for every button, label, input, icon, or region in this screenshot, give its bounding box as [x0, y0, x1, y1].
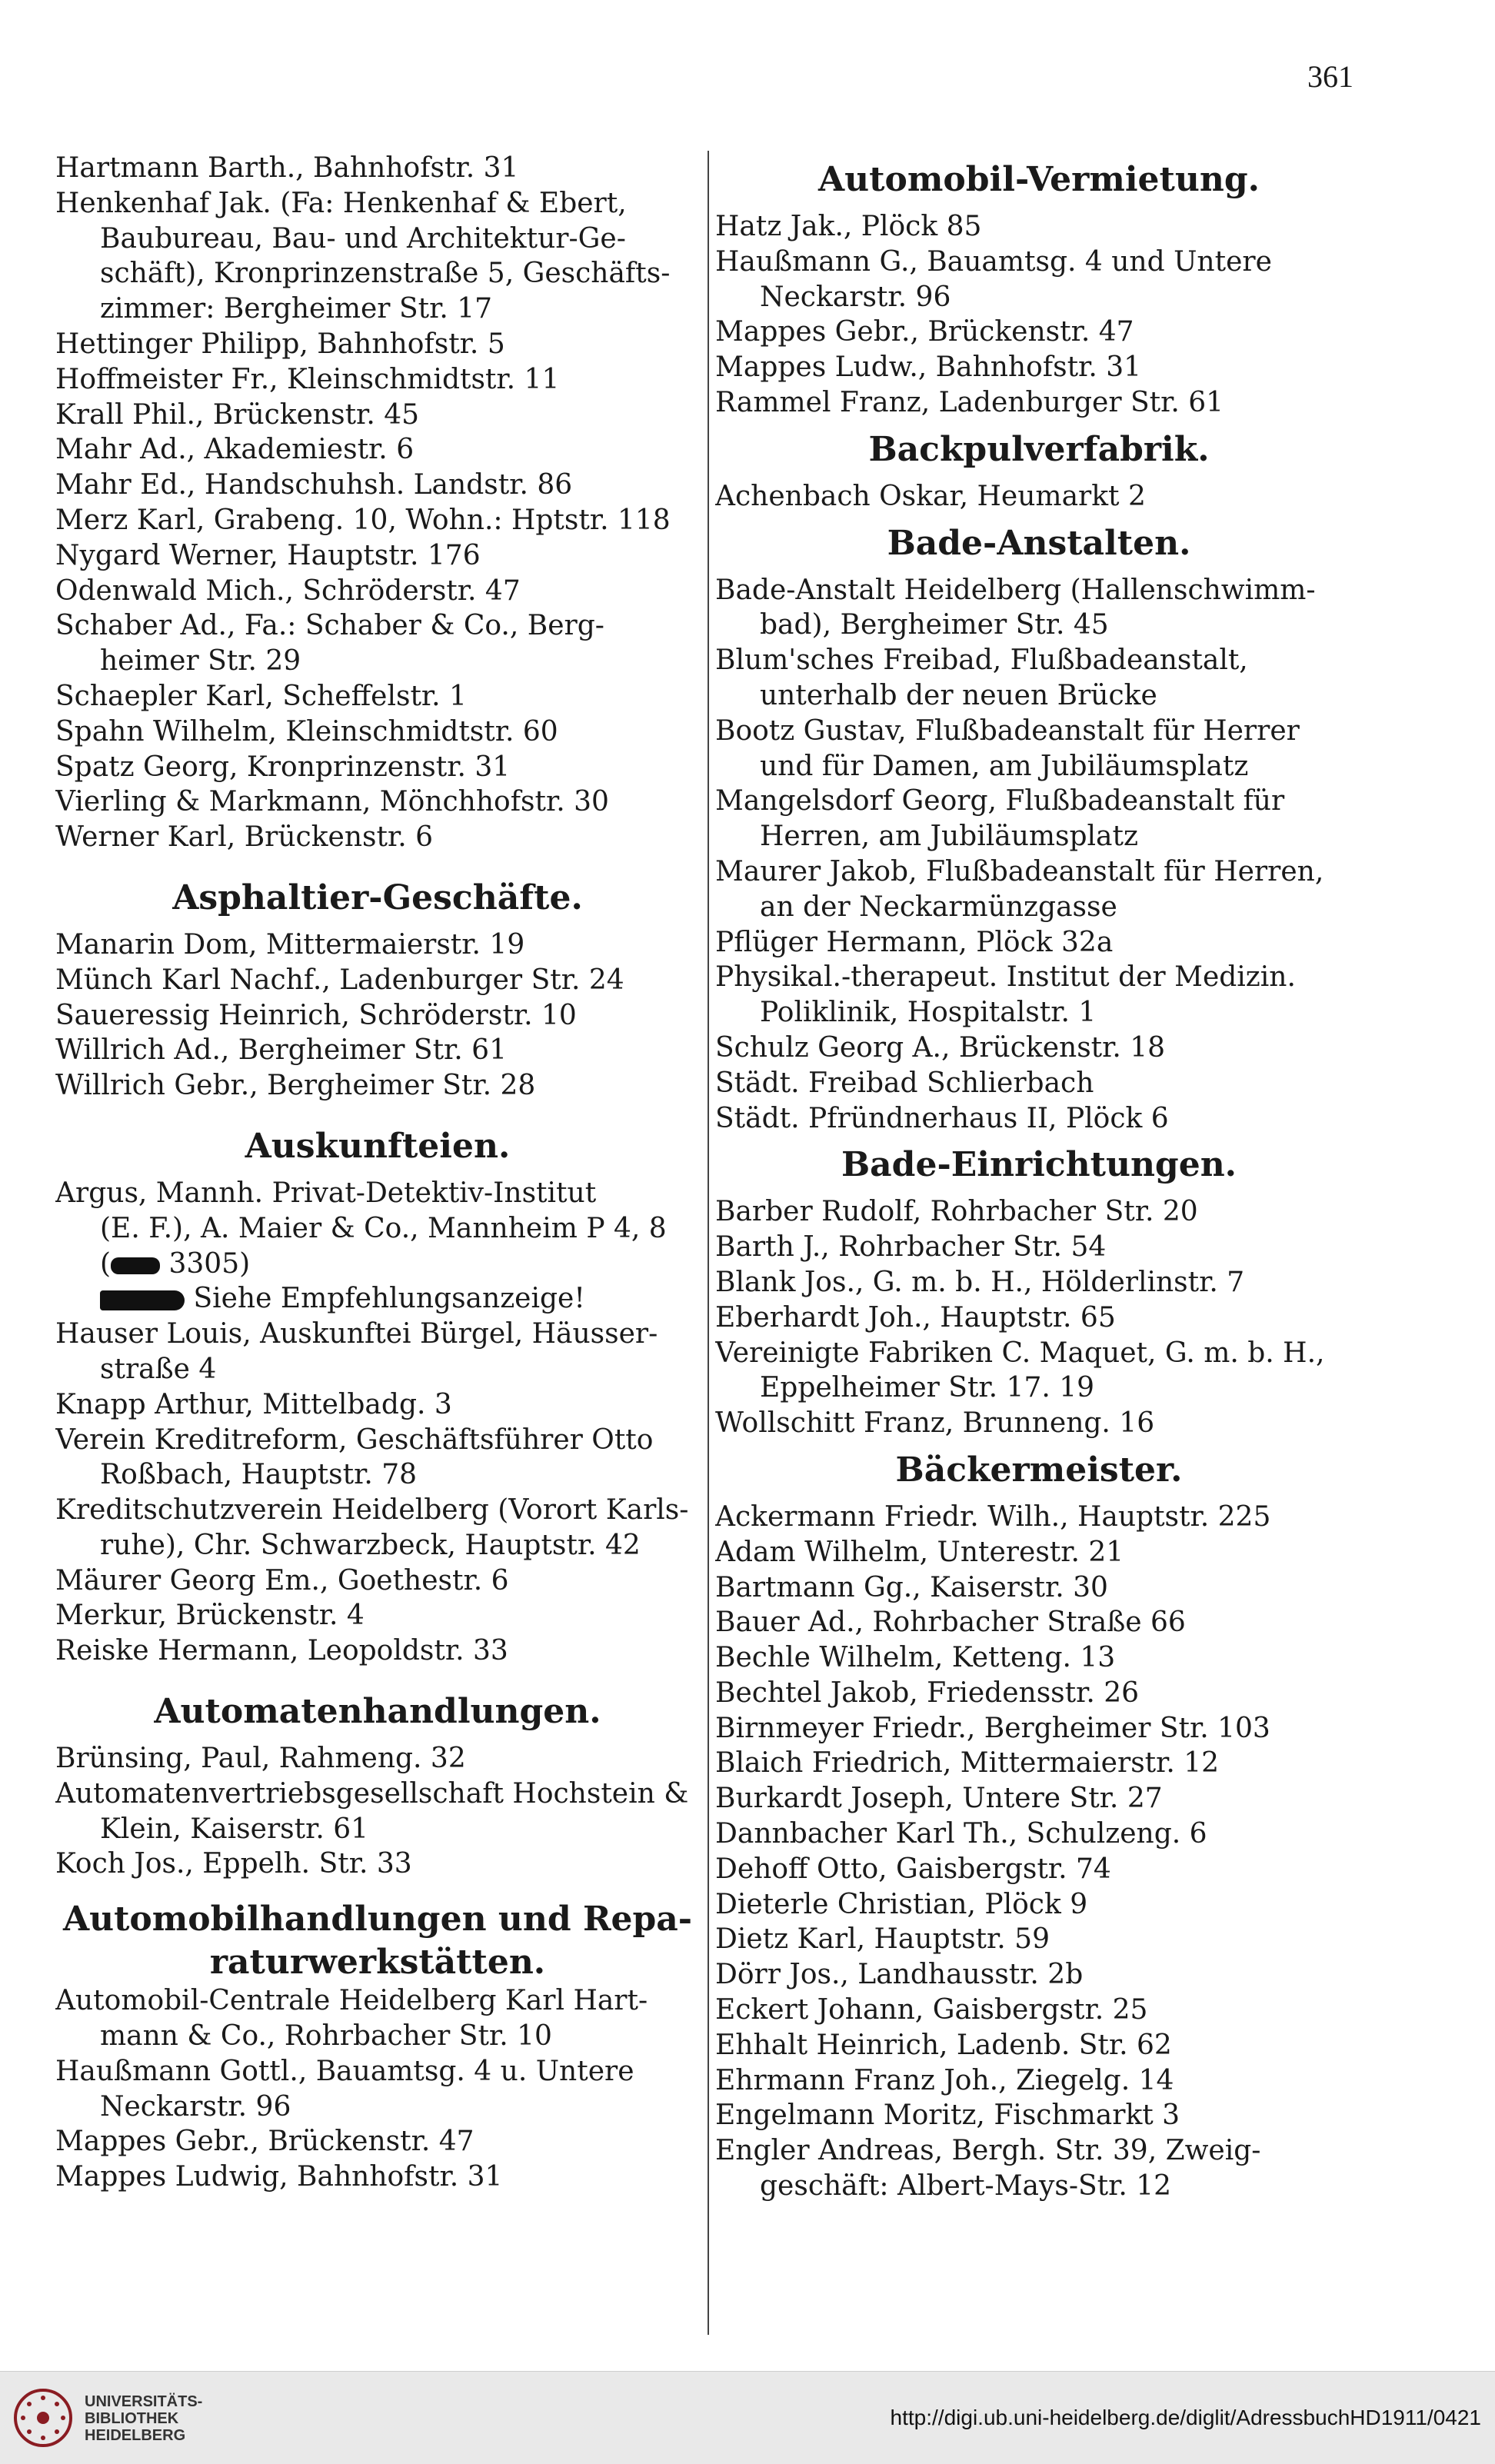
directory-entry: Mappes Gebr., Brückenstr. 47	[55, 2126, 474, 2158]
university-library-logo-icon	[12, 2387, 74, 2449]
directory-entry: Koch Jos., Eppelh. Str. 33	[55, 1848, 412, 1880]
entry-continuation: geschäft: Albert-Mays-Str. 12	[760, 2170, 1172, 2203]
entry-continuation: Baubureau, Bau- und Architektur-Ge-	[100, 222, 626, 255]
directory-entry: Bartmann Gg., Kaiserstr. 30	[715, 1571, 1108, 1603]
paren-open: (	[100, 1247, 112, 1280]
entry-argus-cont: (E. F.), A. Maier & Co., Mannheim P 4, 8	[100, 1212, 667, 1244]
entries-block	[55, 1983, 700, 2195]
directory-entry: Vierling & Markmann, Mönchhofstr. 30	[55, 786, 609, 818]
directory-entry: Mahr Ad., Akademiestr. 6	[55, 434, 415, 466]
directory-entry: Mappes Ludwig, Bahnhofstr. 31	[55, 2161, 503, 2193]
directory-entry: Dietz Karl, Hauptstr. 59	[715, 1923, 1050, 1956]
directory-entry: Werner Karl, Brückenstr. 6	[55, 821, 433, 854]
directory-entry: Engler Andreas, Bergh. Str. 39, Zweig-	[715, 2135, 1261, 2167]
directory-entry: Knapp Arthur, Mittelbadg. 3	[55, 1388, 452, 1420]
entry-continuation: straße 4	[100, 1353, 217, 1385]
entries-block	[55, 1317, 700, 1669]
directory-entry: Spatz Georg, Kronprinzenstr. 31	[55, 751, 511, 783]
directory-entry: Dörr Jos., Landhausstr. 2b	[715, 1959, 1084, 1991]
directory-entry: Achenbach Oskar, Heumarkt 2	[715, 480, 1146, 512]
directory-entry: Burkardt Joseph, Untere Str. 27	[715, 1783, 1163, 1815]
entry-continuation: und für Damen, am Jubiläumsplatz	[760, 750, 1249, 782]
entry-argus: Argus, Mannh. Privat-Detektiv-Institut	[55, 1177, 597, 1209]
entries-block	[55, 1741, 700, 1882]
column-divider	[708, 151, 709, 2335]
directory-entry: Willrich Ad., Bergheimer Str. 61	[55, 1034, 507, 1067]
directory-entry: Henkenhaf Jak. (Fa: Henkenhaf & Ebert,	[55, 187, 627, 219]
directory-entry: Physikal.-therapeut. Institut der Medizin.	[715, 961, 1296, 994]
section-heading-asphaltier: Asphaltier-Geschäfte.	[172, 877, 583, 917]
entries-block	[715, 1194, 1363, 1441]
entries-block	[715, 209, 1363, 421]
section-heading-badeanstalten: Bade-Anstalten.	[887, 523, 1191, 563]
directory-entry: Blaich Friedrich, Mittermaierstr. 12	[715, 1747, 1220, 1780]
entry-continuation: zimmer: Bergheimer Str. 17	[100, 293, 493, 325]
directory-entry: Maurer Jakob, Flußbadeanstalt für Herren,	[715, 855, 1324, 887]
entry-continuation: ruhe), Chr. Schwarzbeck, Hauptstr. 42	[100, 1529, 641, 1561]
entry-continuation: heimer Str. 29	[100, 645, 301, 678]
entry-continuation: Poliklinik, Hospitalstr. 1	[760, 997, 1097, 1029]
directory-entry: Odenwald Mich., Schröderstr. 47	[55, 574, 521, 607]
directory-entry: Wollschitt Franz, Brunneng. 16	[715, 1407, 1155, 1440]
directory-entry: Hettinger Philipp, Bahnhofstr. 5	[55, 328, 505, 360]
directory-entry: Hauser Louis, Auskunftei Bürgel, Häusser-	[55, 1318, 658, 1350]
directory-entry: Willrich Gebr., Bergheimer Str. 28	[55, 1070, 536, 1102]
source-url-link[interactable]: http://digi.ub.uni-heidelberg.de/diglit/AdressbuchHD1911/0421	[890, 2406, 1481, 2429]
section-heading-vermietung: Automobil-Vermietung.	[818, 160, 1260, 199]
directory-entry: Ehhalt Heinrich, Ladenb. Str. 62	[715, 2029, 1172, 2061]
directory-entry: Städt. Freibad Schlierbach	[715, 1067, 1094, 1099]
page-number: 361	[1307, 59, 1353, 94]
entry-continuation: Klein, Kaiserstr. 61	[100, 1813, 369, 1845]
directory-entry: Eberhardt Joh., Hauptstr. 65	[715, 1301, 1116, 1334]
entry-continuation: mann & Co., Rohrbacher Str. 10	[100, 2020, 552, 2053]
entries-block	[715, 573, 1363, 1137]
directory-entry: Reiske Hermann, Leopoldstr. 33	[55, 1635, 508, 1667]
directory-entry: Merkur, Brückenstr. 4	[55, 1600, 365, 1632]
directory-entry: Münch Karl Nachf., Ladenburger Str. 24	[55, 964, 624, 996]
directory-entry: Blank Jos., G. m. b. H., Hölderlinstr. 7	[715, 1266, 1245, 1298]
entry-continuation: Roßbach, Hauptstr. 78	[100, 1459, 418, 1491]
directory-entry: Krall Phil., Brückenstr. 45	[55, 398, 420, 431]
entries-block	[55, 927, 700, 1104]
library-name	[85, 2393, 202, 2444]
section-heading-baecker: Bäckermeister.	[895, 1450, 1183, 1490]
directory-entry: Engelmann Moritz, Fischmarkt 3	[715, 2099, 1180, 2132]
entry-continuation: Herren, am Jubiläumsplatz	[760, 821, 1138, 853]
entry-continuation: unterhalb der neuen Brücke	[760, 679, 1157, 711]
entries-block	[55, 151, 700, 855]
section-heading-automaten: Automatenhandlungen.	[154, 1692, 601, 1732]
directory-entry: Barth J., Rohrbacher Str. 54	[715, 1231, 1107, 1264]
footer-bar	[0, 2371, 1495, 2464]
directory-entry: Saueressig Heinrich, Schröderstr. 10	[55, 999, 577, 1031]
right-column	[715, 151, 1363, 2372]
left-column	[55, 151, 700, 2372]
directory-entry: Ackermann Friedr. Wilh., Hauptstr. 225	[715, 1500, 1271, 1533]
directory-entry: Brünsing, Paul, Rahmeng. 32	[55, 1743, 466, 1775]
entries-block	[715, 1500, 1363, 2204]
directory-entry: Manarin Dom, Mittermaierstr. 19	[55, 928, 525, 961]
directory-entry: Mappes Gebr., Brückenstr. 47	[715, 316, 1134, 348]
directory-entry: Verein Kreditreform, Geschäftsführer Otto	[55, 1423, 654, 1456]
directory-entry: Bechle Wilhelm, Ketteng. 13	[715, 1642, 1116, 1674]
section-heading-badeeinrichtungen: Bade-Einrichtungen.	[841, 1145, 1237, 1185]
directory-entry: Mangelsdorf Georg, Flußbadeanstalt für	[715, 785, 1285, 817]
directory-entry: Schaber Ad., Fa.: Schaber & Co., Berg-	[55, 610, 604, 642]
pointing-hand-icon	[100, 1290, 185, 1310]
directory-entry: Ehrmann Franz Joh., Ziegelg. 14	[715, 2064, 1174, 2096]
directory-entry: Barber Rudolf, Rohrbacher Str. 20	[715, 1196, 1198, 1228]
library-name-line: HEIDELBERG	[85, 2427, 186, 2444]
directory-entry: Bootz Gustav, Flußbadeanstalt für Herrer	[715, 714, 1300, 747]
entry-continuation: an der Neckarmünzgasse	[760, 891, 1117, 923]
directory-entry: Adam Wilhelm, Unterestr. 21	[715, 1536, 1124, 1568]
directory-entry: Hartmann Barth., Bahnhofstr. 31	[55, 152, 519, 184]
directory-entry: Haußmann Gottl., Bauamtsg. 4 u. Untere	[55, 2055, 634, 2087]
directory-entry: Schulz Georg A., Brückenstr. 18	[715, 1031, 1166, 1064]
directory-entry: Rammel Franz, Ladenburger Str. 61	[715, 386, 1224, 418]
directory-entry: Pflüger Hermann, Plöck 32a	[715, 926, 1114, 958]
directory-entry: Schaepler Karl, Scheffelstr. 1	[55, 680, 467, 712]
directory-entry: Merz Karl, Grabeng. 10, Wohn.: Hptstr. 118	[55, 504, 671, 536]
directory-entry: Mahr Ed., Handschuhsh. Landstr. 86	[55, 469, 573, 501]
directory-entry: Eckert Johann, Gaisbergstr. 25	[715, 1994, 1148, 2026]
directory-entry: Vereinigte Fabriken C. Maquet, G. m. b. H.,	[715, 1337, 1325, 1369]
library-name-line: BIBLIOTHEK	[85, 2410, 179, 2427]
section-heading-backpulver: Backpulverfabrik.	[868, 429, 1210, 469]
directory-entry: Dehoff Otto, Gaisbergstr. 74	[715, 1853, 1111, 1885]
entry-continuation: schäft), Kronprinzenstraße 5, Geschäfts-	[100, 258, 671, 290]
directory-entry: Automobil-Centrale Heidelberg Karl Hart-	[55, 1985, 648, 2017]
directory-entry: Hatz Jak., Plöck 85	[715, 211, 982, 242]
note-text: Siehe Empfehlungsanzeige!	[193, 1283, 585, 1315]
directory-entry: Mappes Ludw., Bahnhofstr. 31	[715, 351, 1142, 384]
directory-entry: Automatenvertriebsgesellschaft Hochstein &	[55, 1777, 689, 1810]
entry-continuation: bad), Bergheimer Str. 45	[760, 609, 1109, 641]
directory-entry: Spahn Wilhelm, Kleinschmidtstr. 60	[55, 715, 558, 748]
phone-number: 3305)	[168, 1247, 251, 1280]
directory-entry: Kreditschutzverein Heidelberg (Vorort Karls-	[55, 1494, 689, 1527]
telephone-icon	[111, 1257, 160, 1274]
directory-entry: Blum'sches Freibad, Flußbadeanstalt,	[715, 644, 1248, 677]
entry-continuation: Eppelheimer Str. 17. 19	[760, 1372, 1095, 1404]
entry-argus-phone	[55, 1247, 700, 1282]
directory-entry: Haußmann G., Bauamtsg. 4 und Untere	[715, 245, 1272, 278]
directory-entry: Birnmeyer Friedr., Bergheimer Str. 103	[715, 1712, 1270, 1744]
entry-continuation: Neckarstr. 96	[760, 281, 951, 313]
entries-block	[715, 479, 1363, 514]
section-heading-automobil-1: Automobilhandlungen und Repa-	[62, 1900, 693, 1940]
directory-entry: Hoffmeister Fr., Kleinschmidtstr. 11	[55, 363, 560, 395]
directory-entry: Bade-Anstalt Heidelberg (Hallenschwimm-	[715, 574, 1316, 606]
section-heading-auskunfteien: Auskunfteien.	[245, 1126, 511, 1166]
section-heading-automobil-2: raturwerkstätten.	[209, 1943, 546, 1983]
directory-entry: Dieterle Christian, Plöck 9	[715, 1888, 1088, 1920]
directory-entry: Bauer Ad., Rohrbacher Straße 66	[715, 1607, 1186, 1639]
directory-entry: Mäurer Georg Em., Goethestr. 6	[55, 1564, 509, 1597]
entry-argus-note	[55, 1281, 700, 1317]
entry-continuation: Neckarstr. 96	[100, 2090, 291, 2123]
directory-entry: Städt. Pfründnerhaus II, Plöck 6	[715, 1102, 1169, 1134]
directory-entry: Nygard Werner, Hauptstr. 176	[55, 539, 481, 571]
directory-entry: Dannbacher Karl Th., Schulzeng. 6	[715, 1818, 1207, 1850]
directory-entry: Bechtel Jakob, Friedensstr. 26	[715, 1677, 1140, 1709]
library-name-line: UNIVERSITÄTS-	[85, 2393, 203, 2410]
